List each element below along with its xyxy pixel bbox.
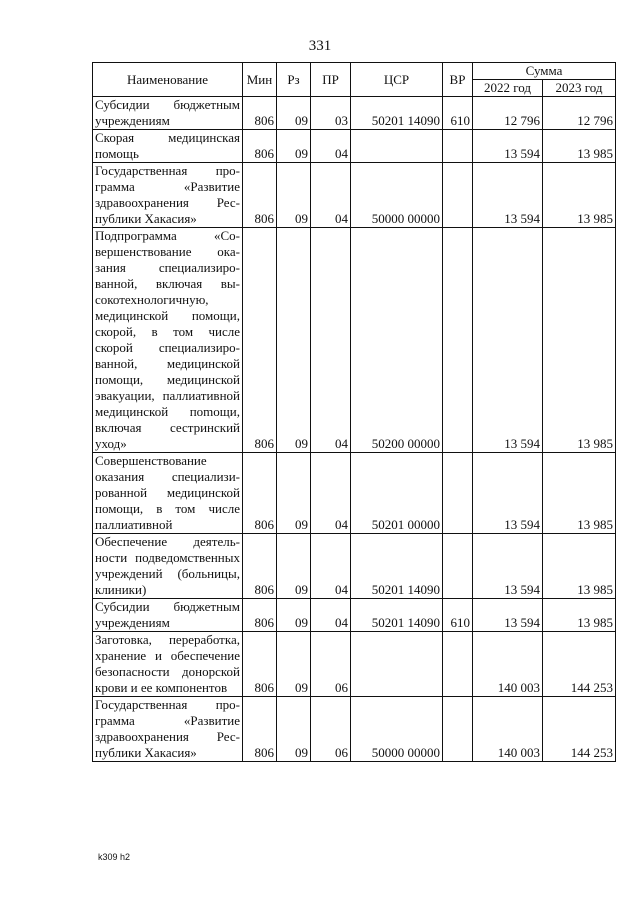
row-vr: 610	[443, 599, 473, 632]
row-pr: 04	[311, 534, 351, 599]
row-min: 806	[243, 228, 277, 453]
table-row	[93, 130, 616, 163]
table-row	[93, 228, 616, 453]
row-name: Субсидии бюджетным учреждениям	[93, 97, 243, 130]
row-csr	[351, 130, 443, 163]
row-name: Заготовка, переработка, хранение и обеспечение безопасности донорской крови и ее компонентов	[93, 632, 243, 697]
row-pr: 04	[311, 130, 351, 163]
row-pr: 04	[311, 453, 351, 534]
page-number: 331	[308, 38, 332, 54]
row-min: 806	[243, 534, 277, 599]
row-rz: 09	[277, 534, 311, 599]
header-row-1	[93, 63, 616, 80]
table-body	[93, 97, 616, 762]
row-csr: 50201 14090	[351, 97, 443, 130]
row-amount-2023: 13 985	[543, 163, 616, 228]
header-sum: Сумма	[473, 63, 616, 80]
row-amount-2022: 140 003	[473, 697, 543, 762]
budget-table	[92, 62, 616, 762]
row-rz: 09	[277, 599, 311, 632]
header-rz: Рз	[277, 63, 311, 97]
row-pr: 04	[311, 599, 351, 632]
row-amount-2022: 140 003	[473, 632, 543, 697]
row-min: 806	[243, 599, 277, 632]
row-amount-2022: 12 796	[473, 97, 543, 130]
row-rz: 09	[277, 163, 311, 228]
row-amount-2023: 13 985	[543, 228, 616, 453]
row-vr: 610	[443, 97, 473, 130]
row-csr: 50201 14090	[351, 534, 443, 599]
row-pr: 06	[311, 697, 351, 762]
row-amount-2022: 13 594	[473, 534, 543, 599]
row-vr	[443, 130, 473, 163]
row-min: 806	[243, 97, 277, 130]
row-amount-2022: 13 594	[473, 228, 543, 453]
row-min: 806	[243, 632, 277, 697]
footer-code: k309 h2	[98, 852, 131, 862]
header-vr: ВР	[443, 63, 473, 97]
table-row	[93, 632, 616, 697]
row-csr: 50000 00000	[351, 163, 443, 228]
table-row	[93, 453, 616, 534]
row-rz: 09	[277, 228, 311, 453]
row-name: Субсидии бюджетным учреждениям	[93, 599, 243, 632]
row-pr: 06	[311, 632, 351, 697]
row-rz: 09	[277, 453, 311, 534]
row-vr	[443, 163, 473, 228]
header-name: Наименование	[93, 63, 243, 97]
row-amount-2023: 13 985	[543, 599, 616, 632]
row-csr: 50201 14090	[351, 599, 443, 632]
row-amount-2022: 13 594	[473, 130, 543, 163]
row-csr: 50000 00000	[351, 697, 443, 762]
row-vr	[443, 632, 473, 697]
row-name: Государственная программа «Развитие здравоохранения Республики Хакасия»	[93, 697, 243, 762]
row-amount-2023: 144 253	[543, 697, 616, 762]
header-pr: ПР	[311, 63, 351, 97]
row-min: 806	[243, 163, 277, 228]
row-rz: 09	[277, 130, 311, 163]
row-amount-2023: 13 985	[543, 453, 616, 534]
row-amount-2023: 13 985	[543, 534, 616, 599]
table-row	[93, 97, 616, 130]
row-csr: 50201 00000	[351, 453, 443, 534]
row-amount-2022: 13 594	[473, 453, 543, 534]
header-year-2022: 2022 год	[473, 80, 543, 97]
row-csr	[351, 632, 443, 697]
row-name: Обеспечение деятельности подведомственных учреждений (больницы, клиники)	[93, 534, 243, 599]
row-amount-2022: 13 594	[473, 599, 543, 632]
table-row	[93, 163, 616, 228]
row-rz: 09	[277, 97, 311, 130]
row-name: Скорая медицинская помощь	[93, 130, 243, 163]
row-vr	[443, 534, 473, 599]
row-min: 806	[243, 130, 277, 163]
row-name: Государственная программа «Развитие здравоохранения Республики Хакасия»	[93, 163, 243, 228]
table-row	[93, 534, 616, 599]
table-row	[93, 599, 616, 632]
row-amount-2022: 13 594	[473, 163, 543, 228]
row-csr: 50200 00000	[351, 228, 443, 453]
row-amount-2023: 144 253	[543, 632, 616, 697]
row-min: 806	[243, 697, 277, 762]
header-min: Мин	[243, 63, 277, 97]
row-vr	[443, 453, 473, 534]
table-row	[93, 697, 616, 762]
row-pr: 04	[311, 228, 351, 453]
row-rz: 09	[277, 632, 311, 697]
row-pr: 04	[311, 163, 351, 228]
row-rz: 09	[277, 697, 311, 762]
row-min: 806	[243, 453, 277, 534]
row-amount-2023: 13 985	[543, 130, 616, 163]
header-year-2023: 2023 год	[543, 80, 616, 97]
row-name: Подпрограмма «Совершенствование оказания специализированной, включая высокотехнологичную, медицинской помощи, скорой, в том числе скорой специализированной, медицинской помощи, медицинской эвакуации, паллиативной медицинской поmощи, включая сестринский уход»	[93, 228, 243, 453]
row-name: Совершенствование оказания специализированной медицинской помощи, в том числе паллиативной	[93, 453, 243, 534]
row-amount-2023: 12 796	[543, 97, 616, 130]
row-vr	[443, 228, 473, 453]
header-csr: ЦСР	[351, 63, 443, 97]
row-vr	[443, 697, 473, 762]
row-pr: 03	[311, 97, 351, 130]
